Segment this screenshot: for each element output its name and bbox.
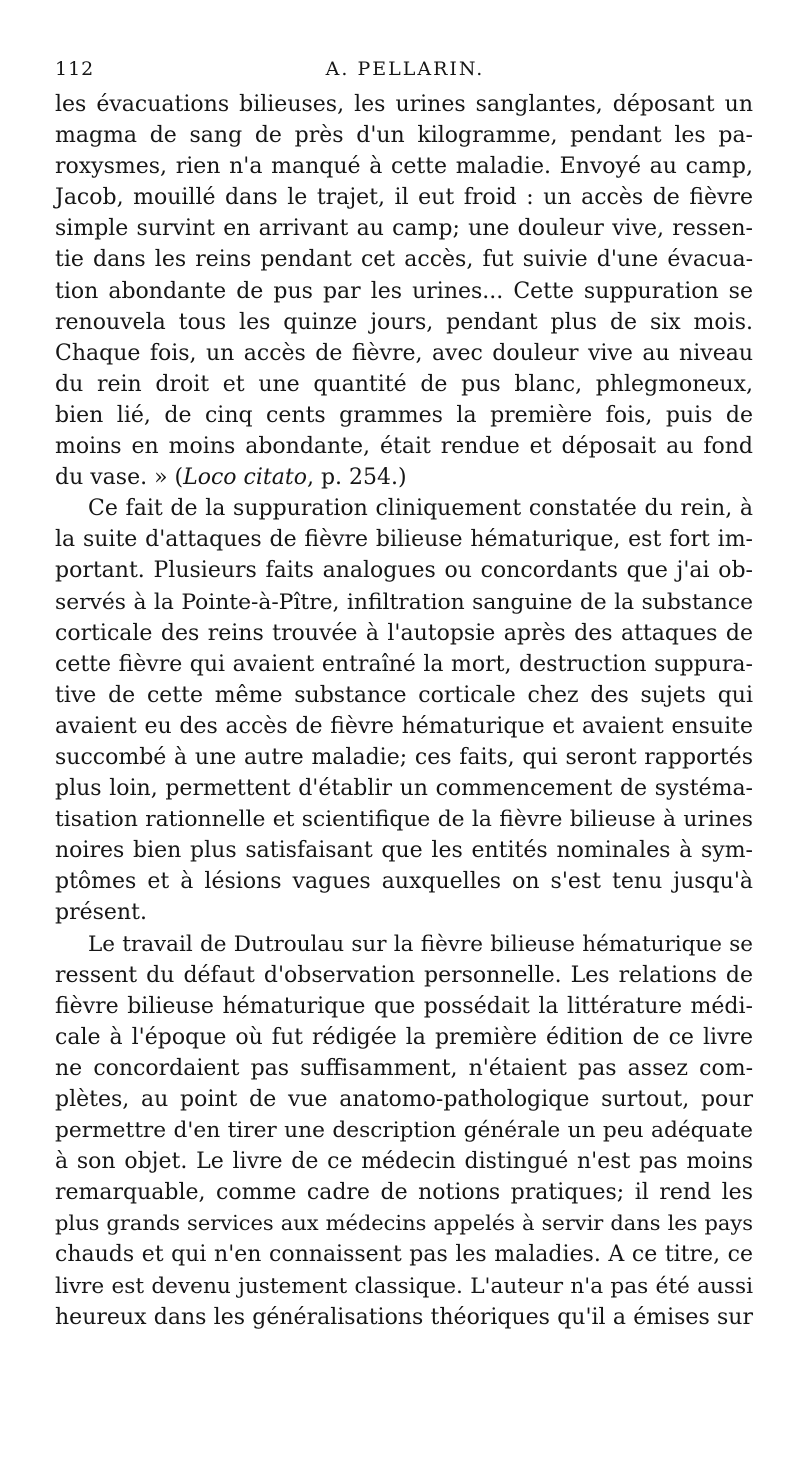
running-head (55, 58, 755, 88)
text-line: tisation rationnelle et scientifique de la fièvre bilieuse à urines (55, 807, 753, 833)
text-line: présent. (55, 900, 147, 926)
text-line: livre est devenu justement classique. L'auteur n'a pas été aussi (55, 1273, 753, 1299)
text-line: bien lié, de cinq cents grammes la première fois, puis de (55, 402, 753, 428)
text-line: à son objet. Le livre de ce médecin distingué n'est pas moins (55, 1149, 753, 1175)
text-line: cale à l'époque où fut rédigée la première édition de ce livre (55, 1024, 753, 1050)
text-line: avaient eu des accès de fièvre hématurique et avaient ensuite (55, 713, 753, 739)
text-line: magma de sang de près d'un kilogramme, pendant les pa- (55, 123, 753, 149)
text-line: ressent du défaut d'observation personnelle. Les relations de (55, 962, 753, 988)
paragraph-first-line: Le travail de Dutroulau sur la fièvre bilieuse hématurique se (88, 931, 753, 957)
text-line: Jacob, mouillé dans le trajet, il eut froid : un accès de fièvre (55, 185, 753, 211)
running-title: A. PELLARIN. (325, 58, 485, 80)
text-line: succombé à une autre maladie; ces faits, qui seront rapportés (55, 744, 753, 770)
text-line: plus loin, permettent d'établir un commencement de systéma- (55, 776, 753, 802)
text-line: portant. Plusieurs faits analogues ou concordants que j'ai ob- (55, 558, 753, 584)
text-line: permettre d'en tirer une description générale un peu adéquate (55, 1118, 753, 1144)
text-line: servés à la Pointe-à-Pître, infiltration sanguine de la substance (55, 589, 753, 615)
text-line: tie dans les reins pendant cet accès, fut suivie d'une évacua- (55, 247, 753, 273)
text-line: tive de cette même substance corticale chez des sujets qui (55, 682, 753, 708)
text-line: tion abondante de pus par les urines... Cette suppuration se (55, 278, 753, 304)
page-number: 112 (55, 58, 95, 80)
text-line: les évacuations bilieuses, les urines sanglantes, déposant un (55, 92, 753, 117)
text-line: corticale des reins trouvée à l'autopsie après des attaques de (55, 620, 753, 646)
body-text (55, 89, 753, 1333)
paragraph-first-line: Ce fait de la suppuration cliniquement constatée du rein, à (88, 496, 753, 522)
text-line: noires bien plus satisfaisant que les entités nominales à sym- (55, 838, 753, 864)
text-line: plètes, au point de vue anatomo-pathologique surtout, pour (55, 1087, 753, 1112)
text-line: Chaque fois, un accès de fièvre, avec douleur vive au niveau (55, 340, 753, 366)
text-line: simple survint en arrivant au camp; une douleur vive, ressen- (55, 216, 753, 242)
text-line: moins en moins abondante, était rendue et déposait au fond (55, 434, 753, 460)
text-line: fièvre bilieuse hématurique que possédait la littérature médi- (55, 993, 753, 1019)
text-line: renouvela tous les quinze jours, pendant plus de six mois. (55, 309, 753, 335)
text-line: remarquable, comme cadre de notions pratiques; il rend les (55, 1180, 753, 1206)
text-line: ne concordaient pas suffisamment, n'étaient pas assez com- (55, 1055, 753, 1081)
citation-after: , p. 254.) (306, 465, 407, 491)
text-line: plus grands services aux médecins appelés à servir dans les pays (55, 1211, 753, 1236)
text-line: heureux dans les généralisations théoriques qu'il a émises sur (55, 1304, 753, 1330)
text-line: cette fièvre qui avaient entraîné la mort, destruction suppura- (55, 651, 753, 677)
citation-line (55, 462, 753, 493)
text-line: la suite d'attaques de fièvre bilieuse hématurique, est fort im- (55, 527, 753, 553)
text-line: chauds et qui n'en connaissent pas les maladies. A ce titre, ce (55, 1242, 753, 1268)
citation-before: du vase. » ( (55, 465, 184, 491)
text-line: ptômes et à lésions vagues auxquelles on s'est tenu jusqu'à (55, 869, 753, 895)
citation-italic: Loco citato (183, 465, 307, 491)
text-line: roxysmes, rien n'a manqué à cette maladie. Envoyé au camp, (55, 154, 753, 180)
text-line: du rein droit et une quantité de pus blanc, phlegmoneux, (55, 371, 753, 397)
